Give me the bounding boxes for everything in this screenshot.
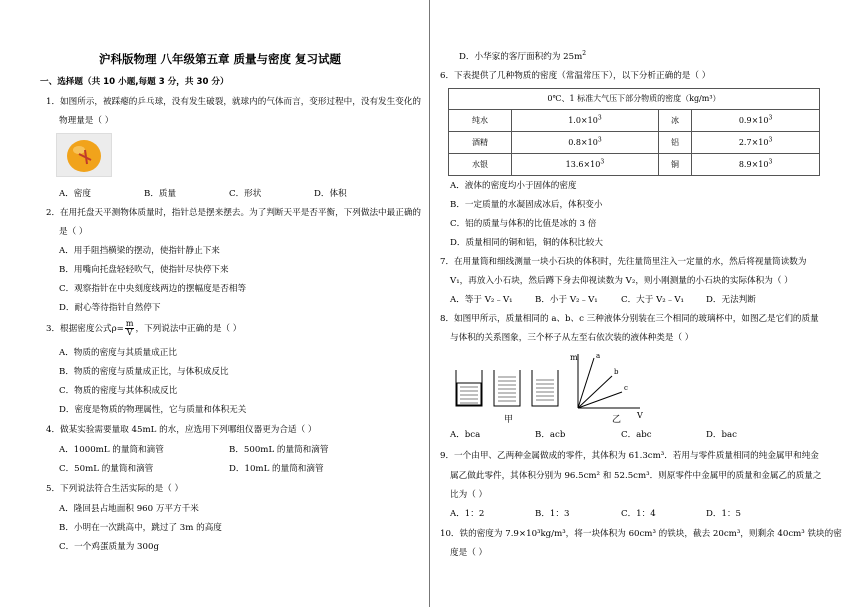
q5-option-c[interactable]: C．一个鸡蛋质量为 300g xyxy=(59,542,159,552)
table-cell: 水银 xyxy=(449,154,512,176)
table-row xyxy=(449,154,820,176)
q9-option-a[interactable]: A．1：2 xyxy=(450,509,485,519)
q4-option-d[interactable]: D．10mL 的量筒和滴管 xyxy=(229,464,324,474)
table-cell: 冰 xyxy=(658,110,691,132)
q4-option-c[interactable]: C．50mL 的量筒和滴管 xyxy=(59,464,154,474)
q10-stem-line1: 10．铁的密度为 7.9×10³kg/m³，将一块体积为 60cm³ 的铁块，截去 20cm³，则剩余 40cm³ 铁块的密 xyxy=(440,529,842,539)
line-c-label: c xyxy=(624,384,628,392)
q9-option-b[interactable]: B．1：3 xyxy=(535,509,570,519)
graph-yi xyxy=(578,354,640,408)
beaker-right xyxy=(532,370,558,406)
q6-option-c[interactable]: C．铝的质量与体积的比值是冰的 3 倍 xyxy=(450,219,597,229)
table-cell: 铜 xyxy=(658,154,691,176)
q5-option-a[interactable]: A．隆回县占地面积 960 万平方千米 xyxy=(59,504,199,514)
q7-option-c[interactable]: C．大于 V₂﹣V₁ xyxy=(621,295,684,305)
q5-option-d[interactable] xyxy=(459,52,586,63)
q2-option-d[interactable]: D．耐心等待指针自然停下 xyxy=(59,303,161,313)
q7-stem-line1: 7．在用量筒和细线测量一块小石块的体积时，先往量筒里注入一定量的水，然后将视量筒读数为 xyxy=(440,257,807,267)
q5-option-d-exponent: 2 xyxy=(582,50,587,58)
q8-option-b[interactable]: B．acb xyxy=(535,430,566,440)
table-row xyxy=(449,110,820,132)
q8-option-d[interactable]: D．bac xyxy=(706,430,737,440)
axis-m-label: m xyxy=(570,353,578,362)
section-heading: 一、选择题（共 10 小题,每题 3 分，共 30 分） xyxy=(40,77,229,87)
q9-stem-line3: 比为（ ） xyxy=(450,490,488,500)
q7-option-a[interactable]: A．等于 V₂﹣V₁ xyxy=(450,295,513,305)
q7-option-b[interactable]: B．小于 V₂﹣V₁ xyxy=(535,295,598,305)
table-cell: 纯水 xyxy=(449,110,512,132)
table-row xyxy=(449,132,820,154)
q5-stem: 5．下列说法符合生活实际的是（ ） xyxy=(46,484,184,494)
formula-numerator: m xyxy=(125,319,134,328)
q2-stem-line1: 2．在用托盘天平测物体质量时，指针总是摆来摆去。为了判断天平是否平衡，下列做法中最正确的 xyxy=(46,208,422,218)
q2-stem-line2: 是（ ） xyxy=(59,227,88,237)
q1-stem-line2: 物理量是（ ） xyxy=(59,116,114,126)
q6-option-d[interactable]: D．质量相同的铜和铝，铜的体积比较大 xyxy=(450,238,603,248)
q1-option-a[interactable]: A．密度 xyxy=(59,189,91,199)
q1-option-d[interactable]: D．体积 xyxy=(314,189,347,199)
q9-stem-line2: 属乙做此零件，其体积分别为 96.5cm² 和 52.5cm³．则原零件中金属甲的质量和金属乙的质量之 xyxy=(450,471,822,481)
table-cell: 酒精 xyxy=(449,132,512,154)
q8-figure xyxy=(452,350,652,426)
q1-option-c[interactable]: C．形状 xyxy=(229,189,262,199)
table-cell: $2.7\times 10^3$ xyxy=(692,132,820,154)
q8-stem-line2: 与体积的关系图象，三个杯子从左至右依次装的液体种类是（ ） xyxy=(450,333,694,343)
table-cell: $8.9\times 10^3$ xyxy=(692,154,820,176)
q8-stem-line1: 8．如图甲所示，质量相同的 a、b、c 三种液体分别装在三个相同的玻璃杯中，如图乙是它们的质量 xyxy=(440,314,819,324)
density-formula-fraction xyxy=(125,320,135,337)
q6-stem: 6．下表提供了几种物质的密度（常温常压下），以下分析正确的是（ ） xyxy=(440,71,711,81)
q5-option-d-text: D．小华家的客厅面积约为 25m xyxy=(459,52,583,62)
column-divider xyxy=(429,0,430,607)
label-yi: 乙 xyxy=(612,415,622,425)
q9-option-d[interactable]: D．1：5 xyxy=(706,509,742,519)
axis-v-label: V xyxy=(637,411,643,420)
q1-stem-line1: 1．如图所示，被踩瘪的乒乓球，没有发生破裂，就球内的气体而言，变形过程中，没有发生变化的 xyxy=(46,97,422,107)
q9-stem-line1: 9．一个由甲、乙两种金属做成的零件，其体积为 61.3cm³．若用与零件质量相同的纯金属甲和纯金 xyxy=(440,451,819,461)
q2-option-b[interactable]: B．用嘴向托盘轻轻吹气，使指针尽快停下来 xyxy=(59,265,229,275)
line-a-label: a xyxy=(596,352,601,360)
table-cell: $0.9\times 10^3$ xyxy=(692,110,820,132)
ping-pong-ball-image xyxy=(56,133,112,177)
beaker-middle xyxy=(494,370,520,406)
table-cell: $0.8\times 10^3$ xyxy=(512,132,659,154)
table-cell: 铝 xyxy=(658,132,691,154)
q7-stem-line2: V₁，再放入小石块，然后蹲下身去仰视读数为 V₂，则小刚测量的小石块的实际体积为（ ） xyxy=(450,276,793,286)
beaker-left xyxy=(456,370,482,406)
q4-stem: 4．做某实验需要量取 45mL 的水，应选用下列哪组仪器更为合适（ ） xyxy=(46,425,317,435)
table-cell: $13.6\times 10^3$ xyxy=(512,154,659,176)
q2-option-a[interactable]: A．用手阻挡横梁的摆动，使指针静止下来 xyxy=(59,246,220,256)
q10-stem-line2: 度是（ ） xyxy=(450,548,488,558)
q4-option-a[interactable]: A．1000mL 的量筒和滴管 xyxy=(59,445,164,455)
q5-option-b[interactable]: B．小明在一次跳高中，跳过了 3m 的高度 xyxy=(59,523,222,533)
q8-option-c[interactable]: C．abc xyxy=(621,430,652,440)
q9-option-c[interactable]: C．1：4 xyxy=(621,509,656,519)
q1-option-b[interactable]: B．质量 xyxy=(144,189,177,199)
q3-stem-pre: 3．根据密度公式ρ= xyxy=(46,324,124,334)
q3-option-d[interactable]: D．密度是物质的物理属性，它与质量和体积无关 xyxy=(59,405,247,415)
line-b-label: b xyxy=(614,368,619,376)
table-cell: $1.0\times 10^3$ xyxy=(512,110,659,132)
q3-option-a[interactable]: A．物质的密度与其质量成正比 xyxy=(59,348,177,358)
q8-option-a[interactable]: A．bca xyxy=(450,430,481,440)
q6-option-a[interactable]: A．液体的密度均小于固体的密度 xyxy=(450,181,577,191)
line-c xyxy=(578,392,622,408)
ping-pong-ball-icon xyxy=(57,134,111,176)
q3-stem xyxy=(46,320,241,337)
q3-stem-post: ，下列说法中正确的是（ ） xyxy=(135,324,242,334)
q3-option-b[interactable]: B．物质的密度与质量成正比，与体积成反比 xyxy=(59,367,229,377)
q6-option-b[interactable]: B．一定质量的水凝固成冰后，体积变小 xyxy=(450,200,603,210)
exam-title: 沪科版物理 八年级第五章 质量与密度 复习试题 xyxy=(98,52,341,66)
q7-option-d[interactable]: D．无法判断 xyxy=(706,295,756,305)
density-table xyxy=(448,88,820,176)
q3-option-c[interactable]: C．物质的密度与其体积成反比 xyxy=(59,386,178,396)
density-table-caption: 0℃、1 标准大气压下部分物质的密度（kg/m³） xyxy=(449,89,820,110)
q2-option-c[interactable]: C．观察指针在中央刻度线两边的摆幅度是否相等 xyxy=(59,284,247,294)
label-jia: 甲 xyxy=(504,415,514,425)
q4-option-b[interactable]: B．500mL 的量筒和滴管 xyxy=(229,445,329,455)
formula-denominator: V xyxy=(126,328,133,337)
